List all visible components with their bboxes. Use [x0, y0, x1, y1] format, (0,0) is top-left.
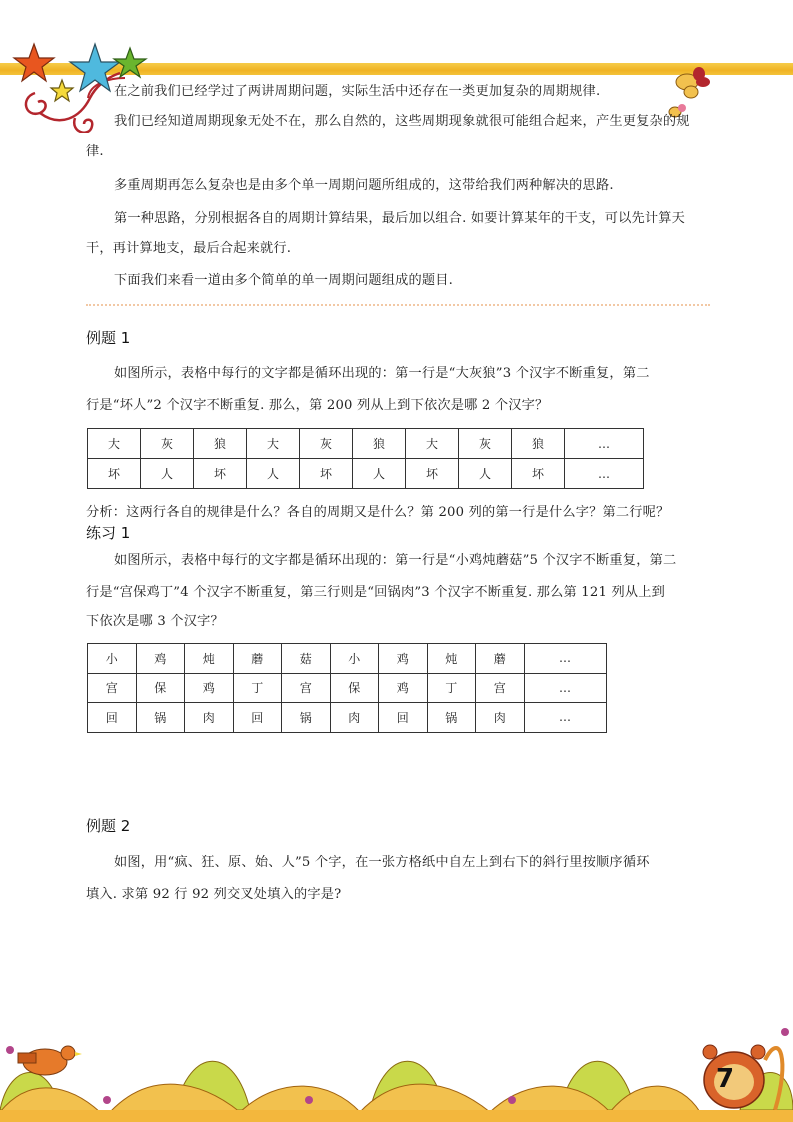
page-number: 7 [716, 1064, 735, 1094]
practice1-title: 练习 1 [86, 524, 131, 542]
yellow-star-icon [51, 80, 73, 101]
table-cell: … [565, 429, 644, 459]
table-cell: 炖 [427, 644, 476, 674]
table-cell: 鸡 [185, 673, 234, 703]
table-cell: 宫 [282, 673, 331, 703]
table-cell: 坏 [512, 459, 565, 489]
table-cell: 肉 [185, 703, 234, 733]
table-cell: 大 [247, 429, 300, 459]
table-cell: 锅 [282, 703, 331, 733]
table-cell: 鸡 [379, 673, 428, 703]
table-row [88, 703, 607, 733]
example1-title: 例题 1 [86, 329, 131, 347]
intro-paragraph-3: 多重周期再怎么复杂也是由多个单一周期问题所组成的，这带给我们两种解决的思路. [114, 178, 614, 193]
practice1-table [87, 643, 607, 733]
example2-text-1: 如图，用“疯、狂、原、始、人”5 个字，在一张方格纸中自左上到右下的斜行里按顺序循环 [114, 855, 650, 870]
table-cell: 蘑 [233, 644, 282, 674]
bird-icon [18, 1046, 82, 1075]
practice1-text-1: 如图所示，表格中每行的文字都是循环出现的：第一行是“小鸡炖蘑菇”5 个汉字不断重复，第二 [114, 553, 677, 568]
table-cell: 回 [88, 703, 137, 733]
intro-paragraph-1: 在之前我们已经学过了两讲周期问题，实际生活中还存在一类更加复杂的周期规律. [114, 84, 601, 99]
table-cell: 丁 [427, 673, 476, 703]
table-cell: 回 [379, 703, 428, 733]
example1-text-1: 如图所示，表格中每行的文字都是循环出现的：第一行是“大灰狼”3 个汉字不断重复，第二 [114, 366, 650, 381]
table-cell: 肉 [330, 703, 379, 733]
orange-star-icon [14, 44, 54, 81]
table-cell: 宫 [476, 673, 525, 703]
table-cell: 坏 [194, 459, 247, 489]
table-cell: 坏 [406, 459, 459, 489]
table-row [88, 429, 644, 459]
intro-paragraph-5: 下面我们来看一道由多个简单的单一周期问题组成的题目. [114, 273, 454, 288]
table-cell: 狼 [353, 429, 406, 459]
table-cell: 炖 [185, 644, 234, 674]
example1-analysis: 分析：这两行各自的规律是什么？各自的周期又是什么？第 200 列的第一行是什么字？第二行呢？ [86, 505, 670, 520]
table-row [88, 644, 607, 674]
table-cell: 人 [247, 459, 300, 489]
table-row [88, 673, 607, 703]
table-cell: 狼 [194, 429, 247, 459]
example2-text-2: 填入. 求第 92 行 92 列交叉处填入的字是? [86, 887, 342, 902]
intro-paragraph-4-cont: 干，再计算地支，最后合起来就行. [86, 241, 292, 256]
intro-paragraph-2-cont: 律. [86, 144, 104, 159]
table-cell: 蘑 [476, 644, 525, 674]
section-divider [86, 304, 710, 306]
example2-title: 例题 2 [86, 817, 131, 835]
table-cell: 坏 [300, 459, 353, 489]
example1-text-2: 行是“坏人”2 个汉字不断重复. 那么，第 200 列从上到下依次是哪 2 个汉字？ [86, 398, 549, 413]
table-cell: 丁 [233, 673, 282, 703]
table-cell: 人 [459, 459, 512, 489]
table-cell: 小 [88, 644, 137, 674]
table-cell: 狼 [512, 429, 565, 459]
table-cell: 灰 [459, 429, 512, 459]
table-row [88, 459, 644, 489]
table-cell: 宫 [88, 673, 137, 703]
footer-waves-decoration [0, 1020, 793, 1112]
table-cell: 锅 [427, 703, 476, 733]
table-cell: 大 [88, 429, 141, 459]
table-cell: 保 [330, 673, 379, 703]
table-cell: 鸡 [136, 644, 185, 674]
example1-table [87, 428, 644, 489]
table-cell: … [565, 459, 644, 489]
table-cell: 菇 [282, 644, 331, 674]
table-cell: … [524, 673, 606, 703]
table-cell: 回 [233, 703, 282, 733]
intro-paragraph-2: 我们已经知道周期现象无处不在，那么自然的，这些周期现象就很可能组合起来，产生更复杂的规 [114, 114, 690, 129]
table-cell: … [524, 644, 606, 674]
table-cell: 人 [141, 459, 194, 489]
footer-bar [0, 1110, 793, 1122]
table-cell: 灰 [141, 429, 194, 459]
table-cell: 肉 [476, 703, 525, 733]
practice1-text-3: 下依次是哪 3 个汉字？ [86, 614, 224, 629]
table-cell: 坏 [88, 459, 141, 489]
table-cell: 人 [353, 459, 406, 489]
table-cell: 保 [136, 673, 185, 703]
intro-paragraph-4: 第一种思路，分别根据各自的周期计算结果，最后加以组合. 如要计算某年的干支，可以先计算天 [114, 211, 686, 226]
table-cell: 鸡 [379, 644, 428, 674]
practice1-text-2: 行是“宫保鸡丁”4 个汉字不断重复，第三行则是“回锅肉”3 个汉字不断重复. 那么第 121 列从上到 [86, 585, 666, 600]
table-cell: 锅 [136, 703, 185, 733]
table-cell: … [524, 703, 606, 733]
table-cell: 大 [406, 429, 459, 459]
table-cell: 小 [330, 644, 379, 674]
table-cell: 灰 [300, 429, 353, 459]
